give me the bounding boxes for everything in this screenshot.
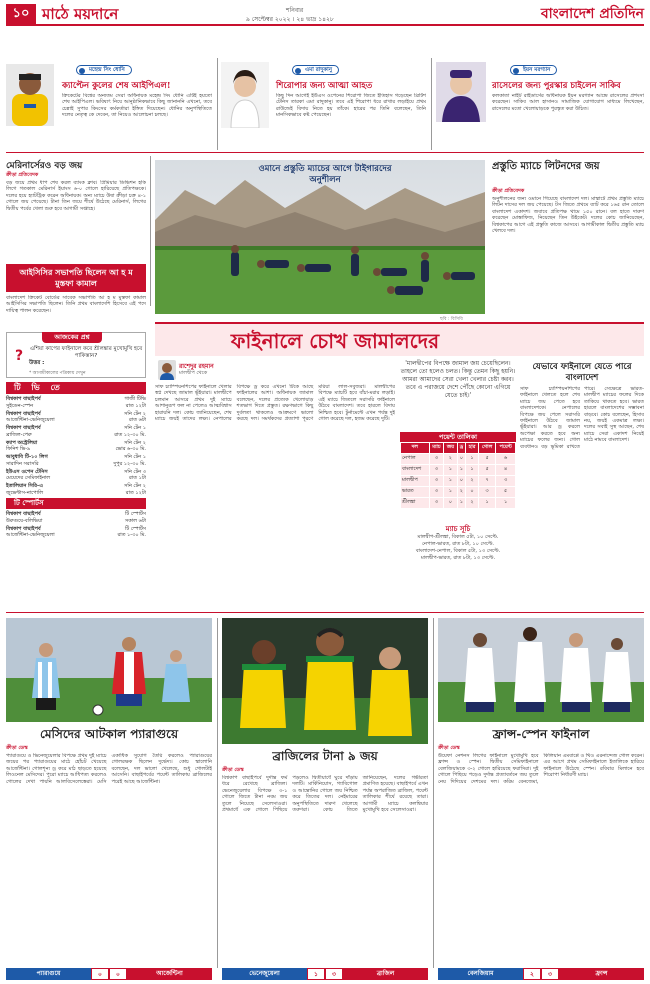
fixtures-box	[400, 524, 516, 562]
listing-time: ভোর ৬-৩০ মি.	[115, 446, 146, 452]
table-cell: ৩	[478, 487, 495, 498]
listing-time: রাত ১২-৩০ মি.	[114, 431, 146, 438]
newspaper-logo: বাংলাদেশ প্রতিদিন	[540, 6, 644, 22]
table-cell: ৩	[429, 487, 444, 498]
bottom-headline: মেসিদের আটকাল প্যারাগুয়ে	[39, 727, 179, 741]
tv-title: টি ভি তে	[6, 382, 146, 394]
tv-list	[6, 394, 146, 496]
table-cell: ১	[457, 465, 466, 476]
quiz-title: আজকের প্রশ্ন	[42, 332, 102, 343]
listing-event: বিশ্বকাপ বাছাইপর্ব	[6, 425, 41, 431]
score-right-team: আর্জেন্টিনা	[127, 968, 212, 980]
table-cell: ১	[457, 498, 466, 509]
column-body: কলকাতা নাইট রাইডার্সের অধিনায়ক ইয়ন মরগ্যান আন্দ্রে রাসেলের প্রশংসা করেছেন। সাকিব আল হাসানও সামাজিক যোগাযোগ মাধ্যমে লিখেছেন, রাসেলের মতো খেলোয়াড়কে পুরস্কৃত করা উচিত।	[492, 93, 644, 112]
divider	[217, 58, 218, 150]
score-bar	[6, 968, 212, 980]
listing-item	[6, 469, 146, 482]
pill-dot	[79, 68, 85, 74]
bottom-body: উয়েফা নেশনস লিগের ফাইনালে মুখোমুখি হবে ফ্রান্স ও স্পেন। দ্বিতীয় সেমিফাইনালে বেলজিয়ামকে ৩-২ গোলে হারিয়েছে ফরাসিরা। দুই গোলে পিছিয়ে পড়েও দুর্দান্ত প্রত্যাবর্তনে জয় তুলে নেয় দিদিয়ের দেশমের দল। করিম বেনজেমা, কিলিয়ান এমবাপ্পে ও থিও এরনান্দেজ গোল করেন। এর আগে প্রথম সেমিফাইনালে ইতালিকে হারিয়ে ফাইনালে উঠেছে স্পেন। রবিবার মিলানে হবে শিরোপা নির্ধারণী ম্যাচ।	[438, 753, 644, 785]
table-cell: ০	[457, 476, 466, 487]
raducanu-photo	[221, 62, 269, 128]
argentina-photo	[6, 618, 212, 722]
table-cell: ১	[478, 498, 495, 509]
right-news-body: অনুশীলনের জন্য ওমানে গিয়েছে বাংলাদেশ দল। মাস্কাটে প্রথম প্রস্তুতি ম্যাচে লিটন দাসের দল জয় পেয়েছে। টস জিতে প্রথমে ব্যাট করে ১৬৫ রান তোলে বাংলাদেশ একাদশ। জবাবে প্রতিপক্ষ থামে ১৫০ রানে। বল হাতে দারুণ করেছেন মোস্তাফিজ, নিয়েছেন তিন উইকেট। দলের কোচ জানিয়েছেন, বিশ্বকাপের আগে এই প্রস্তুতি কাজে আসবে। আগামীকাল দ্বিতীয় প্রস্তুতি ম্যাচ খেলবে দল।	[492, 196, 644, 235]
score-left-team: বেলজিয়াম	[438, 968, 523, 980]
results-title: টি স্পোর্টস	[6, 498, 146, 509]
listing-item	[6, 396, 146, 409]
table-cell: ১	[466, 454, 479, 465]
listing-time: রাত ৬টা	[129, 417, 146, 423]
listing-channel: সনি টেন ২	[124, 410, 146, 417]
photo-credit: ছবি : বিসিবি	[440, 317, 463, 322]
listing-item	[6, 411, 146, 424]
table-row	[401, 487, 516, 498]
score-bar	[222, 968, 428, 980]
dhoni-photo	[6, 64, 54, 126]
table-cell: ১	[466, 465, 479, 476]
pill-label: মহেন্দ্র সিং ধোনি	[89, 67, 125, 73]
table-cell: ২	[444, 454, 457, 465]
feature-headline-bar	[155, 322, 644, 356]
icc-body: বাংলাদেশ ক্রিকেট বোর্ডের সাবেক সভাপতি আ হ ম মুস্তফা কামাল আইসিসির সভাপতি ছিলেন। তিনি প্রথম বাংলাদেশি হিসেবে এই পদে দায়িত্ব পালন করেছেন।	[6, 295, 146, 314]
table-cell: মালদ্বীপ	[401, 476, 430, 487]
table-cell: ০	[457, 454, 466, 465]
fixtures-list: মালদ্বীপ-শ্রীলঙ্কা, বিকাল ৫টা, ১০ সেপ্টে. নেপাল-ভারত, রাত ৮টা, ১০ সেপ্টে. বাংলাদেশ-নেপাল, বিকাল ৫টা, ১৩ সেপ্টে. মালদ্বীপ-ভারত, রাত ৮টা, ১৩ সেপ্টে.	[415, 534, 501, 561]
listing-detail: উরুগুয়ে-বলিভিয়া	[6, 517, 43, 524]
listing-item	[6, 483, 146, 496]
divider	[433, 618, 434, 968]
left-news-headline: মেরিনার্সেরও বড় জয়	[6, 161, 83, 171]
masthead	[6, 4, 644, 26]
points-table-title: পয়েন্ট তালিকা	[400, 432, 516, 442]
table-cell: ১	[444, 487, 457, 498]
author-pill	[292, 65, 339, 75]
how-final-headline: যেভাবে ফাইনালে যেতে পারে বাংলাদেশ	[532, 362, 632, 383]
icc-headline: আইসিসির সভাপতি ছিলেন আ হ ম মুস্তফা কামাল	[19, 267, 133, 288]
points-table-box	[400, 432, 516, 509]
practice-photo-caption: ওমানে প্রস্তুতি ম্যাচের আগে টাইগারদের অনুশীলন	[258, 164, 392, 185]
table-cell: ১	[444, 465, 457, 476]
bottom-byline: ক্রীড়া ডেস্ক	[438, 745, 460, 751]
table-cell: ৩	[496, 476, 516, 487]
bottom-body: বিশ্বকাপ বাছাইপর্বে দুর্দান্ত ফর্ম ধরে রেখেছে ব্রাজিল। ভেনেজুয়েলার বিপক্ষে ৩-১ গোলে জিতে টানা নবম জয় তুলে নিয়েছে সেলেসাওরা। প্রথমার্ধে এক গোলে পিছিয়ে পড়লেও দ্বিতীয়ার্ধে ঘুরে দাঁড়ায় দলটি। মার্কিনিয়োস, গ্যাবিগোল ও আন্তোনির গোলে জয় নিশ্চিত করে তিতের দল। নেইমারের অনুপস্থিতিতে দারুণ খেলেছে তরুণরা। কোচ তিতে জানিয়েছেন, দলের গভীরতা প্রমাণিত হয়েছে। বাছাইপর্বে এখন পর্যন্ত অপরাজিত ব্রাজিল, পয়েন্ট তালিকার শীর্ষে রয়েছে তারা। আগামী ম্যাচে কলম্বিয়ার মুখোমুখি হবে সেলেসাওরা।	[222, 775, 428, 814]
practice-photo	[155, 160, 485, 314]
points-table-header: ম্যাচ	[429, 443, 444, 454]
divider	[6, 612, 644, 613]
table-cell: ভারত	[401, 487, 430, 498]
listing-event: ইউএস ওপেন টেনিস	[6, 468, 48, 475]
tv-box	[6, 382, 146, 540]
column-body: কিছু দিন আগেই ইউএস ওপেনের শিরোপা জিতে ইতিহাস গড়েছেন ব্রিটিশ টেনিস তারকা এমা রাদুকানু। তবে এই শিরোপা ধরে রাখার লড়াইয়ে প্রথম রাউন্ডেই বিদায় নিতে হয় তাঁকে। হারের পর তিনি বলেছেন, তিনি মানসিকভাবে কষ্ট পেয়েছেন।	[276, 93, 426, 119]
table-row	[401, 476, 516, 487]
table-cell: ০	[466, 487, 479, 498]
author-pill	[76, 65, 132, 75]
quiz-note: * আগামীকালের পত্রিকায় দেখুন	[29, 371, 86, 376]
score-right: ০	[109, 968, 127, 980]
listing-detail: জুভেন্টাস-নাপোলি	[6, 489, 44, 496]
listing-item	[6, 526, 146, 539]
bottom-body: প্যারাগুয়ে ও ভিনেজুয়েলার বিপক্ষে প্রথম দুই ম্যাচে জয়ের পর প্যারাগুয়ের মাঠে হোঁচট খেয়েছে আর্জেন্টিনা। গোলশূন্য ড্র করে মাঠ ছাড়তে হয়েছে লিওনেল মেসিদের। পুরো ম্যাচে আধিপত্য করলেও গোলের দেখা পায়নি আলবিসেলেস্তেরা। মেসি একাধিক সুযোগ তৈরি করলেও প্যারাগুয়ের গোলরক্ষক ছিলেন দুর্ভেদ্য। কোচ স্কালোনি বলেছেন, দল ভালো খেলেছে, শুধু গোলটাই আসেনি। বাছাইপর্বের পয়েন্ট তালিকায় ব্রাজিলের পরেই আছে আর্জেন্টিনা।	[6, 753, 212, 785]
quiz-question-icon: ?	[14, 348, 24, 364]
divider	[431, 58, 432, 150]
listing-detail: সুইডেন-স্পেন	[6, 402, 34, 409]
points-table-header: ড্র	[457, 443, 466, 454]
points-table	[400, 442, 516, 509]
pill-dot	[295, 68, 301, 74]
author-pill	[510, 65, 557, 75]
table-row	[401, 498, 516, 509]
how-final-body: সাফ চ্যাম্পিয়নশিপের ফাইনালে খেলতে হলে শেষ ম্যাচে জয় পেতে হবে বাংলাদেশকে। নেপালের বিপক্ষে জয় পেলে সরাসরি ফাইনালে উঠবে জামাল ভূঁইয়ারা। আর ড্র করলে অপেক্ষা করতে হবে অন্য ম্যাচের ফলের জন্য। গোল ব্যবধানও বড় ভূমিকা রাখতে পারে। সেক্ষেত্রে ভারত-মালদ্বীপ ম্যাচের ফলের দিকে তাকিয়ে থাকতে হবে। ভারত হারলে বাংলাদেশের সম্ভাবনা বাড়বে। কোচ বলেছেন, হিসাব নয়, জয়ই একমাত্র লক্ষ্য। দলের সবাই সুস্থ আছেন, শেষ ম্যাচে সেরা একাদশ নিয়েই মাঠে নামবে বাংলাদেশ।	[520, 386, 644, 450]
listing-detail: আর্জেন্টিনা-ভেনিজুয়েলা	[6, 417, 55, 423]
quiz-box	[6, 332, 146, 378]
table-row	[401, 454, 516, 465]
listing-channel: সনি টেন ১	[124, 454, 146, 460]
quiz-answer-label: উত্তর :	[29, 360, 45, 366]
listing-channel: সনি টেন ২	[124, 439, 146, 446]
listing-channel: সনি টেন ২	[124, 483, 146, 489]
table-cell: ৩	[429, 476, 444, 487]
page-number: ১০	[12, 6, 30, 21]
listing-detail: ব্রাজিল-পেরু	[6, 431, 32, 438]
section-title: মাঠে ময়দানে	[42, 5, 119, 23]
bottom-headline: ফ্রান্স-স্পেন ফাইনাল	[492, 727, 590, 741]
listing-detail: ফিনিশ ভি-৯	[6, 446, 31, 452]
column-headline: শিরোপার জন্য আত্মা আহত	[276, 81, 373, 91]
listing-event: বিশ্বকাপ বাছাইপর্ব	[6, 396, 41, 402]
table-cell: ৩	[429, 454, 444, 465]
listing-time: দুপুর ১২-৩০ মি.	[113, 460, 146, 467]
table-cell: ০	[444, 498, 457, 509]
score-left-team: ভেনেজুয়েলা	[222, 968, 307, 980]
feature-author-from: মালদ্বীপ থেকে	[179, 370, 208, 376]
points-table-header: দল	[401, 443, 430, 454]
listing-event: ক্যাপ অস্ট্রেলিয়া	[6, 439, 38, 446]
page-number-box	[6, 4, 36, 24]
score-bar	[438, 968, 644, 980]
right-news-headline: প্রস্তুতি ম্যাচে লিটনদের জয়	[492, 161, 600, 172]
bottom-byline: ক্রীড়া ডেস্ক	[222, 767, 244, 773]
table-cell: ২	[466, 498, 479, 509]
morgan-photo	[436, 62, 486, 122]
table-cell: ৭	[478, 476, 495, 487]
listing-time: সকাল ৬টা	[125, 517, 146, 524]
listing-channel: সনি টেন ১	[124, 425, 146, 431]
listing-event: আবুধাবি টি-১০ লিগ	[6, 454, 48, 460]
table-cell: ২	[457, 487, 466, 498]
table-cell: ৫	[478, 465, 495, 476]
table-cell: ২	[466, 476, 479, 487]
table-cell: ৪	[496, 465, 516, 476]
table-cell: ৫	[478, 454, 495, 465]
feature-author-name: রাশেদুর রহমান	[179, 363, 214, 370]
table-cell: ১	[496, 498, 516, 509]
author-avatar	[158, 360, 176, 380]
pill-label: এমা রাদুকানু	[305, 67, 332, 73]
table-cell: নেপাল	[401, 454, 430, 465]
table-cell: ৩	[429, 498, 444, 509]
column-headline: রাসেলের জন্য পুরস্কার চাইলেন সাকিব	[492, 81, 621, 91]
score-right: ৩	[541, 968, 559, 980]
points-table-header: পয়েন্ট	[496, 443, 516, 454]
score-left: ১	[307, 968, 325, 980]
listing-channel: টি স্পোর্টস	[125, 511, 146, 517]
pill-label: ইয়ন মরগ্যান	[523, 67, 551, 73]
fixtures-title: ম্যাচ সূচি	[445, 525, 471, 533]
listing-item	[6, 454, 146, 467]
table-cell: ১	[444, 476, 457, 487]
points-table-header: হার	[466, 443, 479, 454]
listing-event: বিশ্বকাপ বাছাইপর্ব	[6, 511, 41, 517]
table-cell: ৫	[496, 487, 516, 498]
listing-item	[6, 511, 146, 524]
brazil-photo	[222, 618, 428, 744]
table-row	[401, 465, 516, 476]
table-cell: ৬	[496, 454, 516, 465]
feature-body: সাফ চ্যাম্পিয়নশিপের ফাইনালে খেলার স্বপ্ন দেখছে জামাল ভূঁইয়ারা। মালদ্বীপে চলমান আসরে প্রথম দুই ম্যাচে আশানুরূপ ফল না পেলেও আত্মবিশ্বাস হারায়নি দল। কোচ জানিয়েছেন, শেষ ম্যাচে জয়ই তাদের লক্ষ্য। নেপালের বিপক্ষে ড্র করে এখনো টিকে আছে ফাইনালের আশা। অধিনায়ক জামাল বলেছেন, দলের প্রত্যেক খেলোয়াড় শতভাগ দিতে প্রস্তুত। রক্ষণভাগে কিছু দুর্বলতা থাকলেও আক্রমণে ভালো করছে দল। সমর্থকদের প্রত্যাশা পূরণে মরিয়া লাল-সবুজরা। মালদ্বীপের বিপক্ষে ম্যাচটি হবে বাঁচা-মরার লড়াই। এই ম্যাচে জিতলে সরাসরি ফাইনালে উঠবে বাংলাদেশ। তবে হারলে বিদায় নিশ্চিত হবে। টুর্নামেন্টে এখন পর্যন্ত দুই গোল করেছে দল, হজম করেছে দুটি।	[155, 384, 395, 423]
score-left-team: প্যারাগুয়ে	[6, 968, 91, 980]
listing-time: রাত ১টা	[129, 475, 146, 481]
icc-box	[6, 264, 146, 324]
listing-event: ইতালিয়ান সিরি-এ	[6, 483, 43, 489]
column-body: ক্রিকেটের বিশ্বের অন্যতম সেরা অধিনায়ক মহেন্দ্র সিং ধোনি এটিই হয়তো শেষ আইপিএল। ভবিষ্যৎ নিয়ে আনুষ্ঠানিকভাবে কিছু জানাননি এখনো, তবে চেন্নাই সুপার কিংসের কর্মকর্তারা ইঙ্গিত দিয়েছেন। ধোনির অনুপস্থিতিতে দলের নেতৃত্ব কে দেবেন, তা নিয়েও আলোচনা চলছে।	[62, 93, 212, 119]
listing-time: রাত ১২টা	[125, 402, 146, 409]
score-right: ৩	[325, 968, 343, 980]
masthead-day: শনিবার	[286, 7, 304, 14]
listing-channel: সনি টেন ৩	[124, 468, 146, 475]
feature-headline: ফাইনালে চোখ জামালদের	[230, 329, 440, 353]
divider	[6, 152, 644, 153]
score-right-team: ব্রাজিল	[343, 968, 428, 980]
results-list	[6, 509, 146, 539]
listing-detail: মেয়েদের সেমিফাইনাল	[6, 475, 51, 481]
listing-detail: সারাদিন সরাসরি	[6, 460, 39, 467]
listing-event: বিশ্বকাপ বাছাইপর্ব	[6, 525, 41, 532]
score-left: ২	[523, 968, 541, 980]
listing-time: রাত ১২টা	[125, 489, 146, 496]
divider	[217, 618, 218, 968]
france-photo	[438, 618, 644, 722]
listing-event: বিশ্বকাপ বাছাইপর্ব	[6, 410, 41, 417]
icc-headline-box	[6, 264, 146, 292]
score-left: ০	[91, 968, 109, 980]
listing-item	[6, 425, 146, 438]
table-cell: বাংলাদেশ	[401, 465, 430, 476]
left-news-body: বড় জয়ে প্রথম ধাপ শেষ করল ব্যাংক ক্লাব। প্রিমিয়ার ডিভিশন হকি লিগে গতকাল মেরিনার্স ইয়াংস ৬-০ গোলে হারিয়েছে প্রতিপক্ষকে। দলের হয়ে হ্যাটট্রিক করেন অধিনায়ক। অন্য ম্যাচে উষা ক্রীড়া চক্র ৪-১ গোলে জয় পেয়েছে। টানা তিন জয়ে শীর্ষে উঠেছে মেরিনার্স, লিগের দ্বিতীয় পর্বের খেলা শুরু হবে আগামী সপ্তাহে।	[6, 180, 146, 212]
right-news-byline: ক্রীড়া প্রতিবেদক	[492, 188, 525, 194]
listing-item	[6, 440, 146, 453]
table-cell: শ্রীলঙ্কা	[401, 498, 430, 509]
column-headline: ক্যাপ্টেন কুলের শেষ আইপিএল!	[62, 81, 171, 91]
points-table-header: জয়	[444, 443, 457, 454]
masthead-date: ৯ সেপ্টেম্বর ২০২২ । ২৪ ভাদ্র ১৪২৮	[246, 16, 334, 23]
bottom-byline: ক্রীড়া ডেস্ক	[6, 745, 28, 751]
bottom-headline: ব্রাজিলের টানা ৯ জয়	[272, 749, 378, 763]
points-table-header: গোল	[478, 443, 495, 454]
quiz-question: এশিয়া কাপের ফাইনালে কবে শ্রীলঙ্কার মুখোমুখি হবে পাকিস্তান?	[29, 346, 143, 359]
listing-channel: টি স্পোর্টস	[125, 525, 146, 532]
feature-quote: 'মালদ্বীপের বিপক্ষে জামাল জয় চেয়েছিলেন। তাহলে তো হলেও চলত। কিন্তু তেমন কিছু হয়নি। আমরা আমাদের সেরা খেলা খেলার চেষ্টা করব। তবে এ পরাজয়ে দেশে পৌঁছে কোনো এগিয়ে যেতে চাই।'	[400, 360, 516, 399]
left-news-byline: ক্রীড়া প্রতিবেদক	[6, 172, 39, 178]
score-right-team: ফ্রান্স	[559, 968, 644, 980]
listing-time: রাত ১-৩০ মি.	[117, 532, 146, 538]
listing-channel: গাজী টিভি	[124, 396, 146, 402]
table-cell: ৩	[429, 465, 444, 476]
divider	[150, 156, 151, 306]
listing-detail: আর্জেন্টিনা-ভেনিজুয়েলা	[6, 532, 55, 538]
pill-dot	[513, 68, 519, 74]
